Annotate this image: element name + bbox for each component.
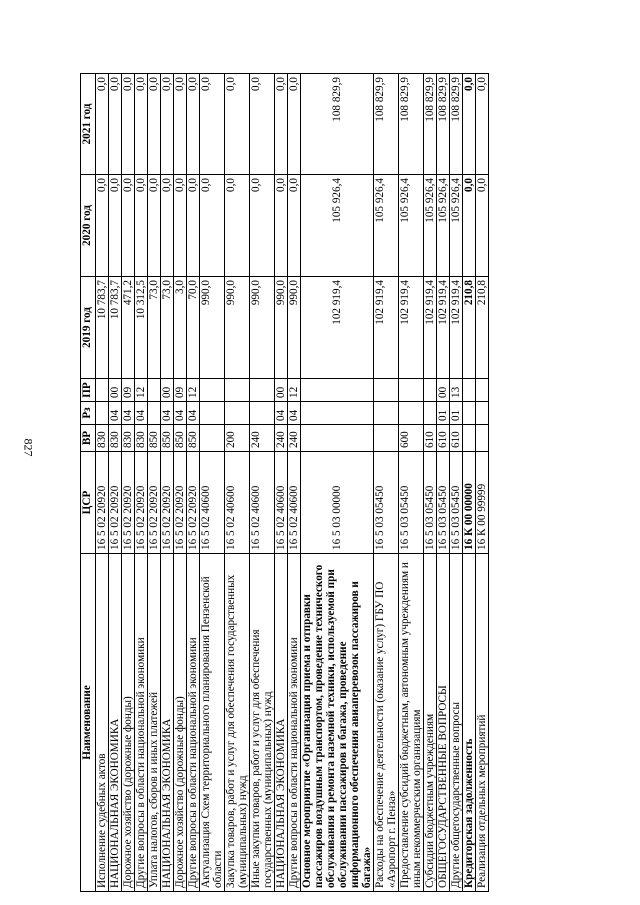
cell-2019: 70,0 — [187, 277, 200, 379]
cell-pr — [225, 379, 250, 402]
cell-csr: 16 5 02 20920 — [148, 452, 161, 554]
cell-csr: 16 5 02 20920 — [109, 452, 122, 554]
cell-2020: 105 926,4 — [450, 175, 463, 277]
cell-2020: 105 926,4 — [424, 175, 437, 277]
cell-vr: 850 — [148, 425, 161, 452]
cell-2021: 108 829,9 — [437, 74, 450, 175]
cell-vr: 830 — [135, 425, 148, 452]
cell-2020: 105 926,4 — [399, 175, 424, 277]
header-rz: Рз — [81, 402, 96, 425]
cell-vr: 610 — [450, 425, 463, 452]
cell-name: Другие вопросы в области национальной экономики — [135, 554, 148, 892]
cell-2019: 102 919,4 — [374, 277, 399, 379]
cell-2021: 0,0 — [96, 74, 109, 175]
cell-csr: 16 5 02 20920 — [122, 452, 135, 554]
cell-name: НАЦИОНАЛЬНАЯ ЭКОНОМИКА — [275, 554, 288, 892]
cell-2020: 0,0 — [275, 175, 288, 277]
cell-csr: 16 5 02 40600 — [275, 452, 288, 554]
cell-vr: 600 — [399, 425, 424, 452]
cell-2020: 0,0 — [96, 175, 109, 277]
cell-2020: 0,0 — [161, 175, 174, 277]
cell-rz: 04 — [174, 402, 187, 425]
cell-rz — [399, 402, 424, 425]
cell-pr: 00 — [161, 379, 174, 402]
cell-csr: 16 5 02 20920 — [135, 452, 148, 554]
cell-rz: 04 — [288, 402, 301, 425]
header-name: Наименование — [81, 554, 96, 892]
cell-2020: 0,0 — [250, 175, 275, 277]
cell-vr: 610 — [437, 425, 450, 452]
cell-2019: 10 783,7 — [96, 277, 109, 379]
table-row — [200, 74, 225, 892]
cell-csr: 16 5 03 00000 — [301, 452, 374, 554]
cell-csr: 16 5 02 20920 — [161, 452, 174, 554]
table-row — [476, 74, 489, 892]
cell-csr: 16 5 02 40600 — [288, 452, 301, 554]
table-row — [437, 74, 450, 892]
rotated-page — [80, 74, 563, 892]
cell-rz — [476, 402, 489, 425]
cell-pr — [463, 379, 476, 402]
header-2021: 2021 год — [81, 74, 96, 175]
header-pr: ПР — [81, 379, 96, 402]
cell-2020: 0,0 — [463, 175, 476, 277]
cell-rz — [424, 402, 437, 425]
cell-csr: 16 5 02 20920 — [96, 452, 109, 554]
cell-name: ОБЩЕГОСУДАРСТВЕННЫЕ ВОПРОСЫ — [437, 554, 450, 892]
header-row — [81, 74, 96, 892]
cell-pr: 13 — [450, 379, 463, 402]
cell-2019: 73,0 — [148, 277, 161, 379]
cell-rz — [301, 402, 374, 425]
cell-rz — [96, 402, 109, 425]
cell-pr: 12 — [135, 379, 148, 402]
cell-2021: 0,0 — [463, 74, 476, 175]
cell-name: Кредиторская задолженность — [463, 554, 476, 892]
budget-table — [80, 73, 489, 892]
table-row — [148, 74, 161, 892]
table-row — [174, 74, 187, 892]
cell-vr: 850 — [161, 425, 174, 452]
cell-2019: 990,0 — [288, 277, 301, 379]
cell-csr: 16 5 03 05450 — [374, 452, 399, 554]
cell-pr — [476, 379, 489, 402]
header-vr: ВР — [81, 425, 96, 452]
cell-2019: 102 919,4 — [424, 277, 437, 379]
cell-pr: 09 — [174, 379, 187, 402]
cell-vr: 240 — [275, 425, 288, 452]
cell-2021: 108 829,9 — [301, 74, 374, 175]
cell-2019: 73,0 — [161, 277, 174, 379]
cell-2021: 0,0 — [148, 74, 161, 175]
table-row — [463, 74, 476, 892]
cell-vr — [301, 425, 374, 452]
cell-name: Предоставление субсидий бюджетным, автономным учреждениям и иным некоммерческим организациям — [399, 554, 424, 892]
cell-pr — [200, 379, 225, 402]
cell-name: Реализация отдельных мероприятий — [476, 554, 489, 892]
cell-csr: 16 К 00 00000 — [463, 452, 476, 554]
cell-vr — [200, 425, 225, 452]
cell-name: Основное мероприятие «Организация приема и отправки пассажиров воздушным транспортом, проведение технического обслуживания и ремонта наземной техники, используемой при обслуживании пассажиров и багажа, проведение информационного обеспечения авиаперевозок пассажиров и багажа» — [301, 554, 374, 892]
cell-2021: 0,0 — [288, 74, 301, 175]
cell-pr — [399, 379, 424, 402]
table-row — [275, 74, 288, 892]
cell-name: Актуализация Схем территориального планирования Пензенской области — [200, 554, 225, 892]
cell-rz: 04 — [187, 402, 200, 425]
cell-rz — [463, 402, 476, 425]
cell-2021: 0,0 — [187, 74, 200, 175]
cell-rz — [225, 402, 250, 425]
cell-rz: 04 — [122, 402, 135, 425]
cell-vr: 850 — [187, 425, 200, 452]
header-csr: ЦСР — [81, 452, 96, 554]
cell-pr: 12 — [288, 379, 301, 402]
cell-vr: 830 — [122, 425, 135, 452]
cell-2020: 0,0 — [200, 175, 225, 277]
table-row — [161, 74, 174, 892]
cell-vr: 200 — [225, 425, 250, 452]
table-row — [250, 74, 275, 892]
cell-2019: 102 919,4 — [437, 277, 450, 379]
cell-2021: 0,0 — [275, 74, 288, 175]
cell-2020: 0,0 — [225, 175, 250, 277]
cell-name: Субсидии бюджетным учреждениям — [424, 554, 437, 892]
cell-name: Иные закупки товаров, работ и услуг для обеспечения государственных (муниципальных) нужд — [250, 554, 275, 892]
cell-name: Расходы на обеспечение деятельности (оказание услуг) ГБУ ПО «Аэропорт г. Пенза» — [374, 554, 399, 892]
cell-2020: 0,0 — [174, 175, 187, 277]
table-row — [122, 74, 135, 892]
page-number: 827 — [21, 438, 36, 457]
cell-rz: 01 — [450, 402, 463, 425]
cell-name: Другие вопросы в области национальной экономики — [187, 554, 200, 892]
cell-2019: 10 312,5 — [135, 277, 148, 379]
header-2020: 2020 год — [81, 175, 96, 277]
cell-2020: 0,0 — [148, 175, 161, 277]
cell-pr: 09 — [122, 379, 135, 402]
cell-rz — [250, 402, 275, 425]
cell-2020: 105 926,4 — [437, 175, 450, 277]
cell-2021: 0,0 — [161, 74, 174, 175]
cell-2021: 0,0 — [109, 74, 122, 175]
cell-rz: 04 — [275, 402, 288, 425]
cell-2021: 0,0 — [476, 74, 489, 175]
cell-name: Другие вопросы в области национальной экономики — [288, 554, 301, 892]
cell-name: НАЦИОНАЛЬНАЯ ЭКОНОМИКА — [161, 554, 174, 892]
table-row — [96, 74, 109, 892]
cell-pr: 12 — [187, 379, 200, 402]
cell-csr: 16 5 02 20920 — [174, 452, 187, 554]
cell-vr — [463, 425, 476, 452]
cell-vr — [476, 425, 489, 452]
cell-2021: 0,0 — [122, 74, 135, 175]
table-row — [450, 74, 463, 892]
cell-2019: 471,2 — [122, 277, 135, 379]
table-row — [187, 74, 200, 892]
cell-2020: 105 926,4 — [301, 175, 374, 277]
cell-2021: 0,0 — [225, 74, 250, 175]
table-row — [301, 74, 374, 892]
cell-2019: 210,8 — [476, 277, 489, 379]
cell-csr: 16 К 00 99999 — [476, 452, 489, 554]
cell-2019: 990,0 — [200, 277, 225, 379]
cell-rz — [374, 402, 399, 425]
cell-2020: 0,0 — [288, 175, 301, 277]
cell-vr: 850 — [174, 425, 187, 452]
cell-2019: 3,0 — [174, 277, 187, 379]
cell-2019: 102 919,4 — [301, 277, 374, 379]
cell-2021: 0,0 — [135, 74, 148, 175]
cell-rz: 01 — [437, 402, 450, 425]
cell-2019: 990,0 — [250, 277, 275, 379]
cell-2021: 0,0 — [174, 74, 187, 175]
cell-rz: 04 — [109, 402, 122, 425]
cell-pr: 00 — [275, 379, 288, 402]
cell-name: Дорожное хозяйство (дорожные фонды) — [174, 554, 187, 892]
table-row — [424, 74, 437, 892]
cell-pr — [424, 379, 437, 402]
cell-vr: 240 — [250, 425, 275, 452]
cell-2019: 10 783,7 — [109, 277, 122, 379]
cell-name: Исполнение судебных актов — [96, 554, 109, 892]
cell-name: Закупка товаров, работ и услуг для обеспечения государственных (муниципальных) нужд — [225, 554, 250, 892]
cell-rz: 04 — [135, 402, 148, 425]
cell-vr: 830 — [109, 425, 122, 452]
cell-pr — [301, 379, 374, 402]
cell-csr: 16 5 02 40600 — [200, 452, 225, 554]
cell-2021: 108 829,9 — [374, 74, 399, 175]
cell-pr — [148, 379, 161, 402]
cell-2020: 0,0 — [187, 175, 200, 277]
table-row — [225, 74, 250, 892]
cell-csr: 16 5 02 40600 — [250, 452, 275, 554]
cell-pr — [250, 379, 275, 402]
cell-vr: 610 — [424, 425, 437, 452]
table-container — [80, 74, 563, 892]
cell-name: НАЦИОНАЛЬНАЯ ЭКОНОМИКА — [109, 554, 122, 892]
table-row — [399, 74, 424, 892]
cell-pr — [374, 379, 399, 402]
cell-csr: 16 5 03 05450 — [450, 452, 463, 554]
table-row — [109, 74, 122, 892]
cell-vr — [374, 425, 399, 452]
cell-2021: 108 829,9 — [450, 74, 463, 175]
cell-csr: 16 5 03 05450 — [437, 452, 450, 554]
cell-pr — [96, 379, 109, 402]
cell-2019: 102 919,4 — [399, 277, 424, 379]
cell-2020: 0,0 — [135, 175, 148, 277]
cell-2021: 108 829,9 — [399, 74, 424, 175]
cell-csr: 16 5 03 05450 — [424, 452, 437, 554]
table-body — [96, 74, 489, 892]
cell-vr: 830 — [96, 425, 109, 452]
cell-2020: 0,0 — [476, 175, 489, 277]
cell-rz — [148, 402, 161, 425]
cell-2020: 0,0 — [122, 175, 135, 277]
cell-2021: 0,0 — [250, 74, 275, 175]
cell-csr: 16 5 02 20920 — [187, 452, 200, 554]
cell-2020: 0,0 — [109, 175, 122, 277]
cell-vr: 240 — [288, 425, 301, 452]
cell-name: Уплата налогов, сборов и иных платежей — [148, 554, 161, 892]
header-2019: 2019 год — [81, 277, 96, 379]
table-row — [135, 74, 148, 892]
cell-2019: 990,0 — [275, 277, 288, 379]
cell-rz — [200, 402, 225, 425]
cell-2020: 105 926,4 — [374, 175, 399, 277]
cell-pr: 00 — [109, 379, 122, 402]
cell-name: Другие общегосударственные вопросы — [450, 554, 463, 892]
cell-name: Дорожное хозяйство (дорожные фонды) — [122, 554, 135, 892]
cell-2019: 990,0 — [225, 277, 250, 379]
cell-2019: 102 919,4 — [450, 277, 463, 379]
cell-csr: 16 5 02 40600 — [225, 452, 250, 554]
cell-rz: 04 — [161, 402, 174, 425]
table-row — [288, 74, 301, 892]
cell-2019: 210,8 — [463, 277, 476, 379]
table-row — [374, 74, 399, 892]
cell-csr: 16 5 03 05450 — [399, 452, 424, 554]
cell-2021: 108 829,9 — [424, 74, 437, 175]
cell-pr: 00 — [437, 379, 450, 402]
cell-2021: 0,0 — [200, 74, 225, 175]
